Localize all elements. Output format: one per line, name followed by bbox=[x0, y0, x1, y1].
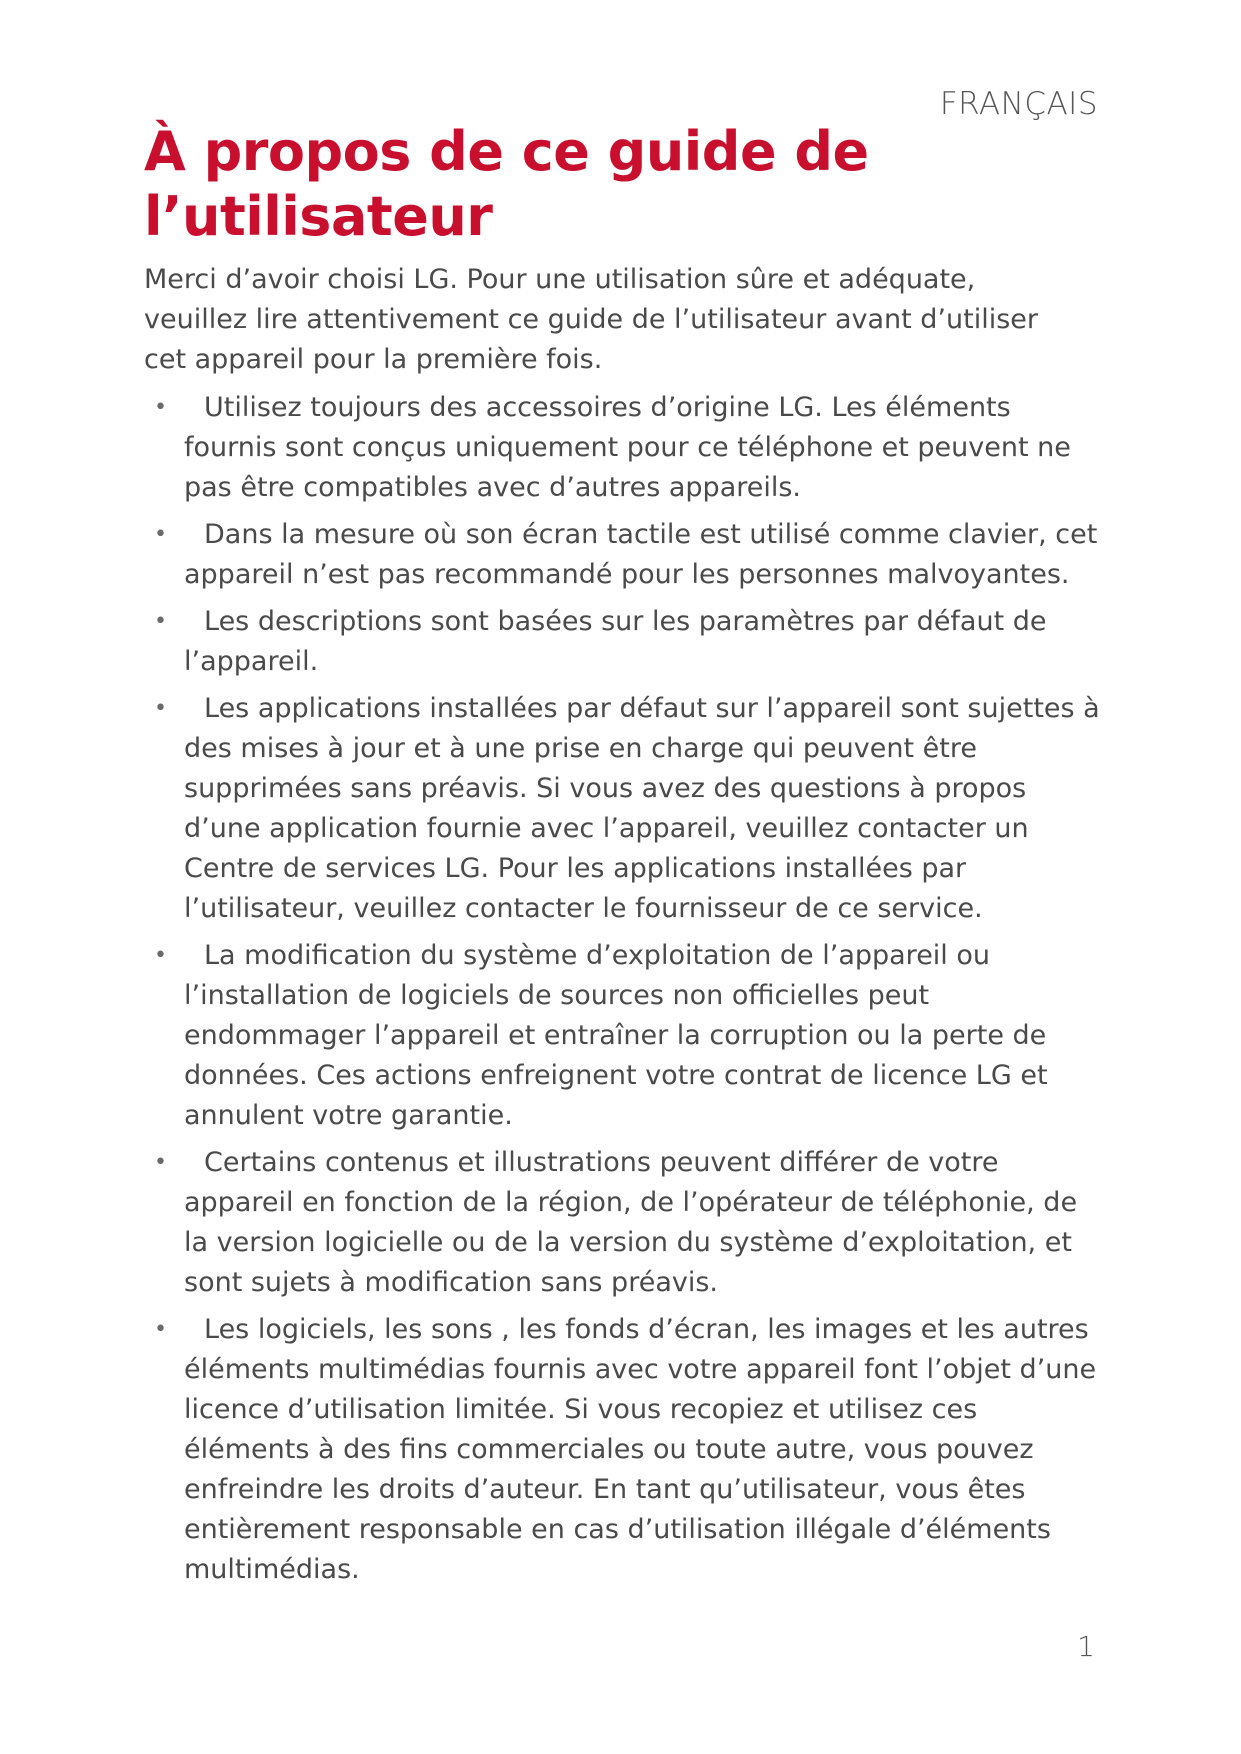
bullet-icon: • bbox=[154, 521, 167, 547]
list-item-text: Les applications installées par défaut sur l’appareil sont sujettes à des mises à jour et à une prise en charge qui peuvent être supprimées sans préavis. Si vous avez des questions à propos d’une application fournie avec l’appareil, veuillez contacter un Centre de services LG. Pour les applications installées par l’utilisateur, veuillez contacter le fournisseur de ce service. bbox=[184, 692, 1100, 924]
list-item bbox=[144, 602, 1104, 682]
list-item bbox=[144, 936, 1104, 1136]
list-item bbox=[144, 388, 1104, 508]
page-title: À propos de ce guide de l’utilisateur bbox=[144, 120, 869, 248]
list-item-text: Les descriptions sont basées sur les paramètres par défaut de l’appareil. bbox=[184, 605, 1047, 677]
list-item bbox=[144, 1310, 1104, 1590]
page-number: 1 bbox=[1077, 1630, 1095, 1663]
list-item bbox=[144, 689, 1104, 929]
list-item-text: Utilisez toujours des accessoires d’origine LG. Les éléments fournis sont conçus uniquement pour ce téléphone et peuvent ne pas être compatibles avec d’autres appareils. bbox=[184, 391, 1071, 503]
bullet-icon: • bbox=[154, 394, 167, 420]
bullet-list bbox=[144, 388, 1104, 1590]
list-item-text: La modification du système d’exploitation de l’appareil ou l’installation de logiciels de sources non officielles peut endommager l’appareil et entraîner la corruption ou la perte de données. Ces actions enfreignent votre contrat de licence LG et annulent votre garantie. bbox=[184, 939, 1048, 1131]
bullet-icon: • bbox=[154, 608, 167, 634]
list-item-text: Certains contenus et illustrations peuvent différer de votre appareil en fonction de la région, de l’opérateur de téléphonie, de la version logicielle ou de la version du système d’exploitation, et sont sujets à modification sans préavis. bbox=[184, 1146, 1078, 1298]
bullet-icon: • bbox=[154, 695, 167, 721]
language-label: FRANÇAIS bbox=[939, 86, 1098, 122]
list-item-text: Dans la mesure où son écran tactile est utilisé comme clavier, cet appareil n’est pas recommandé pour les personnes malvoyantes. bbox=[184, 518, 1098, 590]
page-content bbox=[144, 120, 1104, 1597]
list-item bbox=[144, 515, 1104, 595]
list-item-text: Les logiciels, les sons , les fonds d’écran, les images et les autres éléments multimédias fournis avec votre appareil font l’objet d’une licence d’utilisation limitée. Si vous recopiez et utilisez ces éléments à des fins commerciales ou toute autre, vous pouvez enfreindre les droits d’auteur. En tant qu’utilisateur, vous êtes entièrement responsable en cas d’utilisation illégale d’éléments multimédias. bbox=[184, 1313, 1097, 1585]
bullet-icon: • bbox=[154, 1149, 167, 1175]
bullet-icon: • bbox=[154, 942, 167, 968]
list-item bbox=[144, 1143, 1104, 1303]
intro-paragraph: Merci d’avoir choisi LG. Pour une utilisation sûre et adéquate, veuillez lire attentivement ce guide de l’utilisateur avant d’utiliser cet appareil pour la première fois. bbox=[144, 263, 1038, 375]
bullet-icon: • bbox=[154, 1316, 167, 1342]
